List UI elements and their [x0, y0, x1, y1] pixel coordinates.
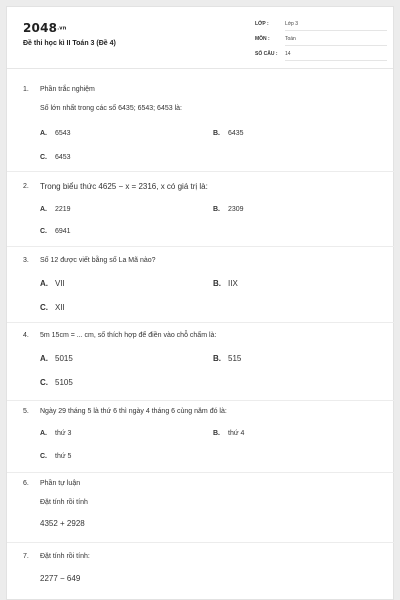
option-b[interactable]	[213, 354, 241, 363]
logo-suffix: .vn	[57, 25, 67, 32]
option-letter: A.	[40, 279, 48, 288]
option-letter: B.	[213, 279, 221, 288]
question-2	[7, 171, 395, 246]
option-letter: B.	[213, 430, 220, 437]
option-text: 6435	[228, 130, 244, 137]
option-a[interactable]	[40, 430, 71, 437]
meta-count-label: SỐ CÂU :	[255, 51, 278, 57]
option-c[interactable]	[40, 228, 71, 235]
question-number: 4.	[23, 332, 29, 339]
question-number: 1.	[23, 86, 29, 93]
option-letter: B.	[213, 206, 220, 213]
option-text: 5015	[55, 354, 73, 363]
question-text: Trong biểu thức 4625 − x = 2316, x có giá trị là:	[40, 182, 208, 191]
question-text: Số 12 được viết bằng số La Mã nào?	[40, 257, 156, 264]
meta-subject-label: MÔN :	[255, 36, 270, 42]
question-number: 6.	[23, 480, 29, 487]
meta-question-count	[255, 51, 387, 61]
option-letter: C.	[40, 453, 47, 460]
section-heading: Phần trắc nghiệm	[40, 86, 95, 93]
meta-subject-value: Toán	[285, 36, 387, 46]
option-c[interactable]	[40, 154, 71, 161]
exam-header	[7, 7, 393, 69]
math-expression: 4352 + 2928	[40, 519, 85, 528]
meta-subject	[255, 36, 387, 46]
question-4	[7, 322, 395, 400]
meta-count-value: 14	[285, 51, 387, 61]
question-text: Số lớn nhất trong các số 6435; 6543; 6453 là:	[40, 105, 182, 112]
question-text: Đặt tính rồi tính	[40, 499, 88, 506]
logo-text: 2048	[23, 21, 58, 35]
option-c[interactable]	[40, 453, 71, 460]
question-text: 5m 15cm = ... cm, số thích hợp để điền vào chỗ chấm là:	[40, 332, 217, 339]
question-5	[7, 400, 395, 472]
option-text: 6453	[55, 154, 71, 161]
question-number: 3.	[23, 257, 29, 264]
option-text: XII	[55, 303, 65, 312]
option-text: 2219	[55, 206, 71, 213]
option-letter: C.	[40, 303, 48, 312]
option-b[interactable]	[213, 279, 238, 288]
option-text: 2309	[228, 206, 244, 213]
option-letter: A.	[40, 430, 47, 437]
option-letter: B.	[213, 354, 221, 363]
option-letter: A.	[40, 206, 47, 213]
option-a[interactable]	[40, 279, 65, 288]
section-heading: Phần tự luận	[40, 480, 81, 487]
question-1	[7, 69, 395, 171]
option-c[interactable]	[40, 378, 73, 387]
option-text: VII	[55, 279, 65, 288]
option-text: 6941	[55, 228, 71, 235]
option-text: 5105	[55, 378, 73, 387]
exam-title: Đề thi học kì II Toán 3 (Đề 4)	[23, 40, 116, 47]
option-a[interactable]	[40, 354, 73, 363]
option-text: thứ 4	[228, 430, 245, 437]
question-number: 2.	[23, 183, 29, 190]
option-a[interactable]	[40, 206, 71, 213]
question-number: 7.	[23, 553, 29, 560]
question-3	[7, 246, 395, 322]
option-text: IIX	[228, 279, 238, 288]
question-text: Ngày 29 tháng 5 là thứ 6 thì ngày 4 tháng 6 cùng năm đó là:	[40, 408, 227, 415]
option-letter: A.	[40, 130, 47, 137]
question-text: Đặt tính rồi tính:	[40, 553, 90, 560]
math-expression: 2277 − 649	[40, 574, 81, 583]
option-b[interactable]	[213, 130, 244, 137]
exam-sheet	[6, 6, 394, 600]
option-letter: A.	[40, 354, 48, 363]
meta-class-value: Lớp 3	[285, 21, 387, 31]
option-text: 6543	[55, 130, 71, 137]
option-b[interactable]	[213, 430, 244, 437]
site-logo[interactable]	[23, 21, 67, 35]
option-text: thứ 5	[55, 453, 72, 460]
question-number: 5.	[23, 408, 29, 415]
meta-class-label: LỚP :	[255, 21, 269, 27]
option-b[interactable]	[213, 206, 244, 213]
question-6	[7, 472, 395, 542]
option-letter: B.	[213, 130, 220, 137]
meta-class	[255, 21, 387, 31]
question-7	[7, 542, 395, 600]
option-letter: C.	[40, 228, 47, 235]
option-letter: C.	[40, 154, 47, 161]
option-a[interactable]	[40, 130, 71, 137]
option-c[interactable]	[40, 303, 65, 312]
option-text: 515	[228, 354, 242, 363]
option-text: thứ 3	[55, 430, 72, 437]
option-letter: C.	[40, 378, 48, 387]
